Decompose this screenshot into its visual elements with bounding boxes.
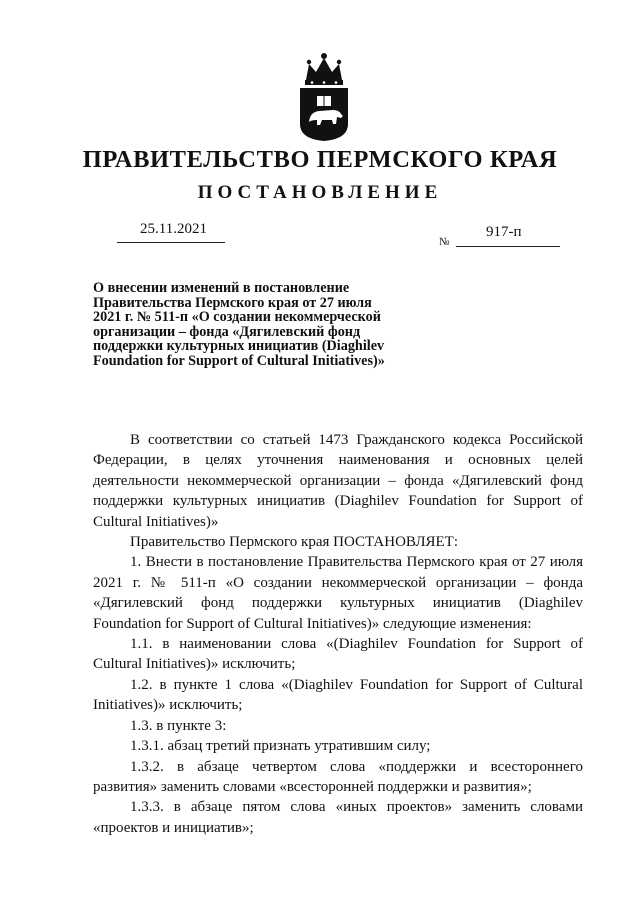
coat-of-arms-icon — [297, 50, 351, 142]
paragraph-item-1-3-3: 1.3.3. в абзаце пятом слова «иных проектов» заменить словами «проектов и инициатив»; — [93, 799, 583, 836]
subject-line: организации – фонда «Дягилевский фонд — [93, 323, 361, 340]
paragraph-item-1-3-1: 1.3.1. абзац третий признать утратившим силу; — [130, 738, 431, 755]
number-underline — [456, 246, 560, 247]
document-number: 917-п — [486, 224, 522, 240]
subject-line: О внесении изменений в постановление — [93, 280, 350, 296]
paragraph-item-1-3-2: 1.3.2. в абзаце четвертом слова «поддержки и всестороннего развития» заменить словами «всесторонней поддержки и развития»; — [93, 758, 583, 795]
subject-line: поддержки культурных инициатив (Diaghilev — [93, 338, 385, 355]
number-sign: № — [439, 236, 450, 248]
subject-line: Foundation for Support of Cultural Initiatives)» — [93, 352, 385, 369]
document-type: ПОСТАНОВЛЕНИЕ — [197, 182, 443, 203]
paragraph-item-1-2: 1.2. в пункте 1 слова «(Diaghilev Foundation for Support of Cultural Initiatives)» исключить; — [93, 676, 583, 714]
subject-line: 2021 г. № 511-п «О создании некоммерческой — [93, 309, 381, 326]
paragraph-resolves: Правительство Пермского края ПОСТАНОВЛЯЕТ: — [130, 534, 459, 551]
date-underline — [117, 242, 225, 243]
document-subject — [93, 281, 423, 369]
paragraph-preamble: В соответствии со статьей 1473 Гражданского кодекса Российской Федерации, в целях уточнения наименования и основных целей деятельности некоммерческой организации – фонда «Дягилевский фонд поддержки культурных инициатив (Diaghilev Foundation for Support of Cultural Initiatives)» — [93, 432, 583, 530]
paragraph-item-1: 1. Внести в постановление Правительства Пермского края от 27 июля 2021 г. № 511-п «О создании некоммерческой организации – фонда «Дягилевский фонд поддержки культурных инициатив (Diaghilev Foundation for Support of Cultural Initiatives)» следующие изменения: — [93, 554, 583, 632]
subject-line: Правительства Пермского края от 27 июля — [93, 294, 372, 311]
document-date: 25.11.2021 — [140, 221, 207, 237]
paragraph-item-1-3: 1.3. в пункте 3: — [130, 717, 227, 734]
authority-title: ПРАВИТЕЛЬСТВО ПЕРМСКОГО КРАЯ — [82, 146, 558, 173]
document-body — [93, 430, 583, 838]
paragraph-item-1-1: 1.1. в наименовании слова «(Diaghilev Foundation for Support of Cultural Initiatives)» исключить; — [93, 636, 583, 673]
